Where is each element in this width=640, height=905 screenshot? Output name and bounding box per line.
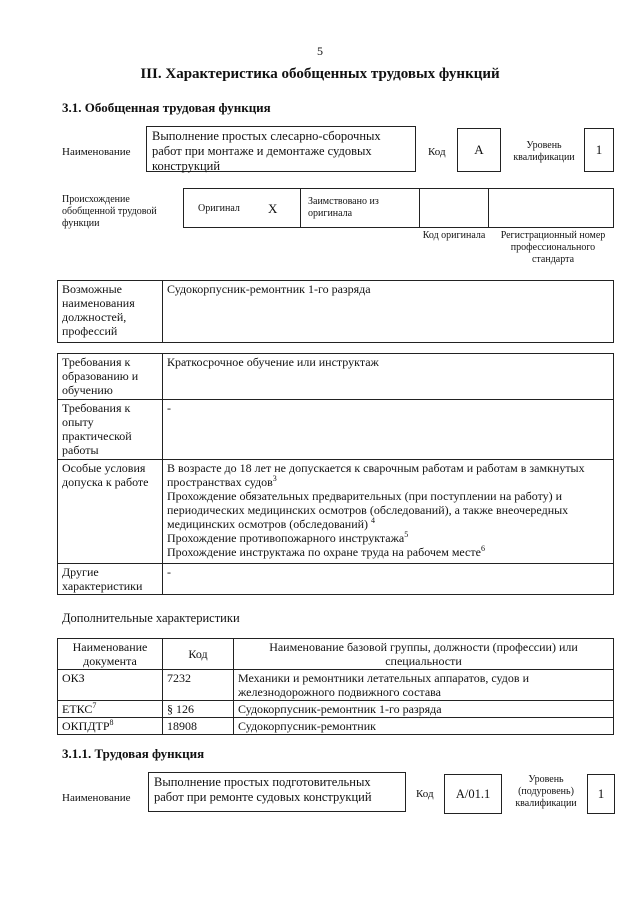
gtf-heading: 3.1. Обобщенная трудовая функция (62, 100, 271, 115)
gtf-borrowed-label: Заимствовано из оригинала (308, 196, 379, 219)
gtf-code-box (457, 128, 501, 172)
row-code: 18908 (163, 718, 234, 735)
table-row (58, 670, 614, 701)
other-characteristics-label: Другие характеристики (58, 564, 163, 595)
gtf-original-mark: X (268, 201, 278, 216)
footnote-ref: 4 (371, 516, 376, 525)
table-row (58, 718, 614, 735)
positions-label: Возможные наименования должностей, профессий (58, 281, 163, 343)
tf-name-label: Наименование (62, 792, 131, 804)
experience-label: Требования к опыту практической работы (58, 400, 163, 460)
additional-heading: Дополнительные характеристики (62, 611, 240, 625)
special-condition-3: Прохождение противопожарного инструктажа$^5$ (167, 530, 409, 545)
row-code: § 126 (163, 701, 234, 718)
special-conditions-value (163, 460, 614, 564)
gtf-level-label: Уровень квалификации (513, 140, 575, 163)
col-doc-header: Наименование документа (58, 639, 163, 670)
gtf-original-label: Оригинал (198, 203, 240, 214)
row-code: 7232 (163, 670, 234, 701)
special-condition-4: Прохождение инструктажа по охране труда на рабочем месте$^6$ (167, 544, 485, 559)
gtf-origin-code-caption: Код оригинала (422, 230, 486, 241)
tf-code-value: A/01.1 (455, 786, 491, 801)
gtf-code-label: Код (428, 146, 446, 158)
footnote-ref: 8 (109, 718, 114, 727)
gtf-borrowed-cell (300, 188, 420, 228)
tf-code-label: Код (416, 788, 434, 800)
gtf-code-value: A (474, 142, 484, 157)
gtf-name-value: Выполнение простых слесарно-сборочных работ при монтаже и демонтаже судовых конструкций (152, 129, 381, 173)
requirements-table (57, 353, 614, 595)
gtf-origin-label: Происхождение обобщенной трудовой функции (62, 194, 157, 229)
row-name: Механики и ремонтники летательных аппаратов, судов и железнодорожного подвижного состава (234, 670, 614, 701)
footnote-ref: 3 (272, 474, 277, 483)
education-label: Требования к образованию и обучению (58, 354, 163, 400)
col-name-header: Наименование базовой группы, должности (профессии) или специальности (234, 639, 614, 670)
tf-heading: 3.1.1. Трудовая функция (62, 746, 205, 761)
positions-value: Судокорпусник-ремонтник 1-го разряда (163, 281, 614, 343)
page-number: 5 (317, 44, 323, 58)
footnote-ref: 7 (92, 701, 97, 710)
row-doc: ЕТКС$^7$ (58, 701, 163, 718)
tf-level-box (587, 774, 615, 814)
tf-level-value: 1 (597, 786, 605, 801)
tf-code-box (444, 774, 502, 814)
special-condition-1: В возрасте до 18 лет не допускается к сварочным работам и работам в замкнутых пространствах судов$^3$ (167, 461, 585, 489)
gtf-level-value: 1 (595, 142, 603, 157)
special-condition-2: Прохождение обязательных предварительных (при поступлении на работу) и периодических медицинских осмотров (обследований), а также внеочередных медицинских осмотров (обследований) $^4$ (167, 489, 569, 531)
footnote-ref: 5 (404, 530, 409, 539)
experience-value: - (163, 400, 614, 460)
row-doc: ОКПДТР$^8$ (58, 718, 163, 735)
gtf-reg-number-cell (488, 188, 614, 228)
education-value: Краткосрочное обучение или инструктаж (163, 354, 614, 400)
gtf-origin-code-cell (419, 188, 489, 228)
gtf-reg-number-caption: Регистрационный номер профессионального стандарта (500, 230, 606, 265)
additional-table (57, 638, 614, 735)
row-doc: ОКЗ (58, 670, 163, 701)
section-title: III. Характеристика обобщенных трудовых функций (140, 66, 500, 82)
gtf-name-box (146, 126, 416, 172)
row-name: Судокорпусник-ремонтник 1-го разряда (234, 701, 614, 718)
tf-name-value: Выполнение простых подготовительных работ при ремонте судовых конструкций (154, 775, 372, 804)
gtf-original-cell (183, 188, 301, 228)
tf-name-box (148, 772, 406, 812)
col-code-header: Код (163, 639, 234, 670)
footnote-ref: 6 (480, 544, 485, 553)
other-characteristics-value: - (163, 564, 614, 595)
table-row (58, 701, 614, 718)
tf-level-label: Уровень (подуровень) квалификации (515, 774, 577, 809)
special-conditions-label: Особые условия допуска к работе (58, 460, 163, 564)
gtf-level-box (584, 128, 614, 172)
row-name: Судокорпусник-ремонтник (234, 718, 614, 735)
positions-table (57, 280, 614, 343)
gtf-name-label: Наименование (62, 146, 131, 158)
